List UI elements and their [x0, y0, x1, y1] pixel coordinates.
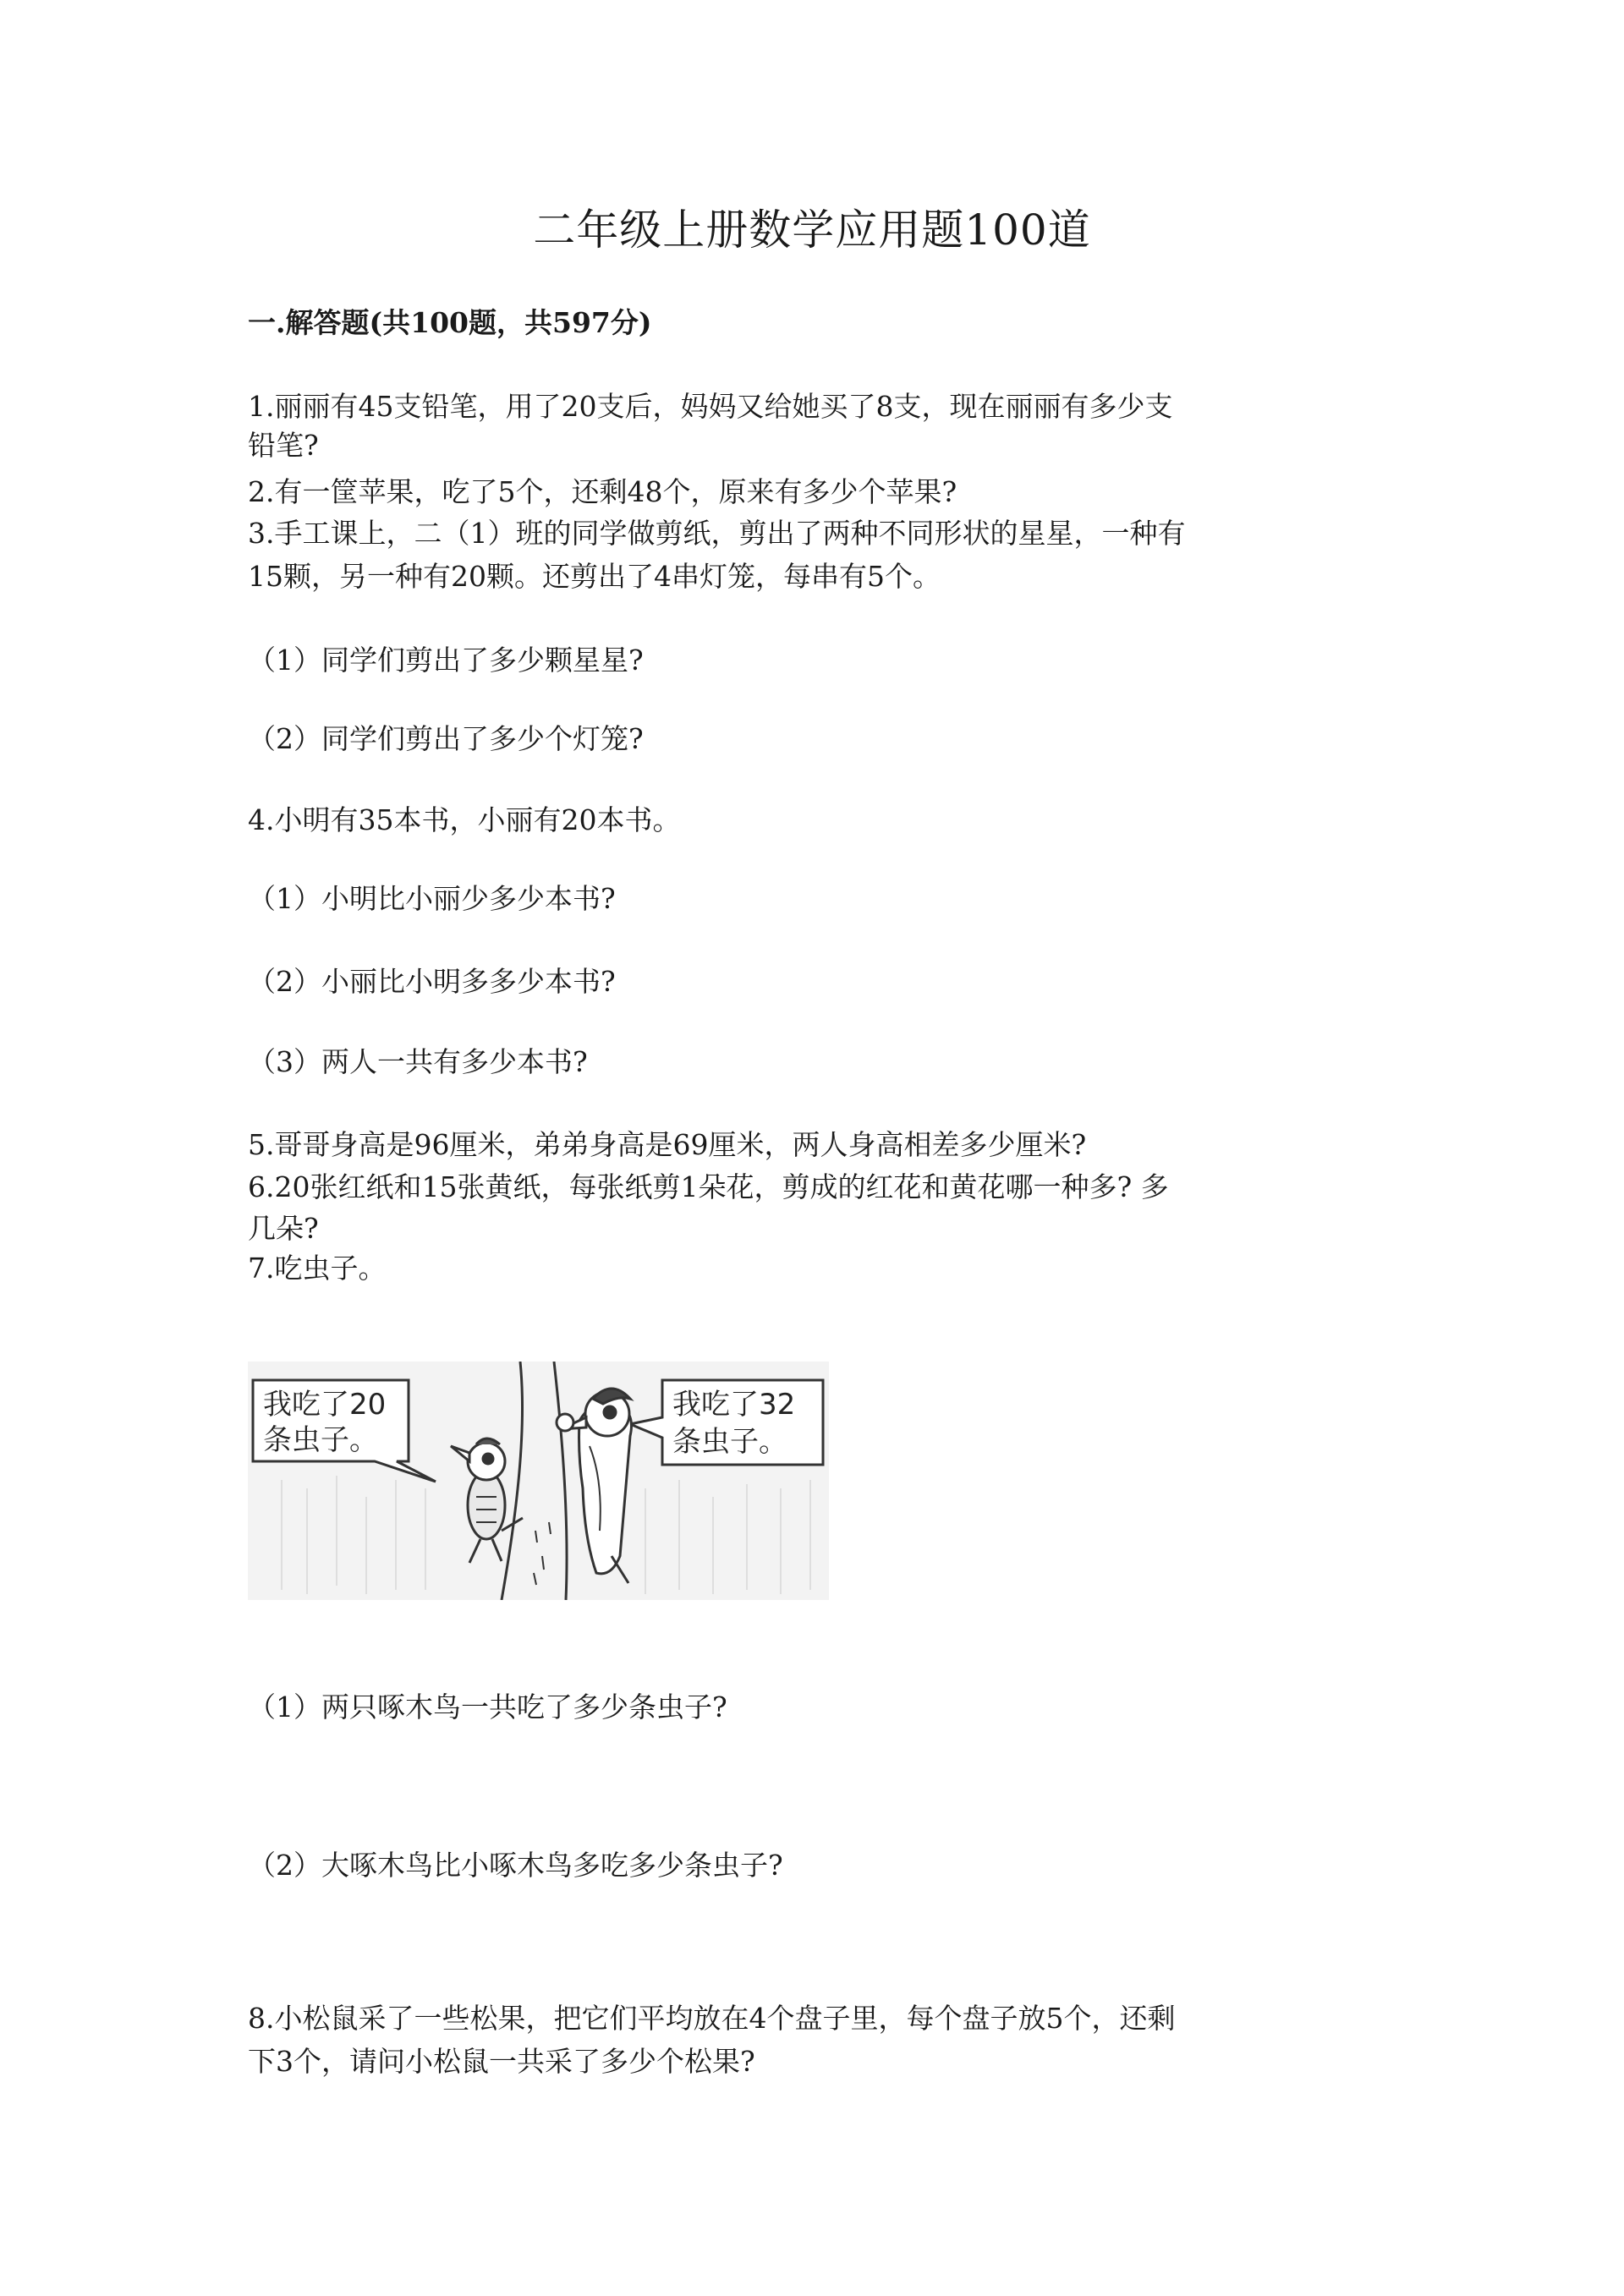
question-4-line-1: 4.小明有35本书，小丽有20本书。: [248, 803, 681, 836]
tree-trunk: [502, 1362, 567, 1600]
question-2-line-1: 2.有一筐苹果，吃了5个，还剩48个，原来有多少个苹果?: [248, 475, 957, 508]
right-speech-bubble: [630, 1380, 823, 1465]
question-4-sub-1: （1）小明比小丽少多少本书?: [248, 882, 616, 915]
question-3-line-1: 3.手工课上，二（1）班的同学做剪纸，剪出了两种不同形状的星星，一种有: [248, 517, 1186, 550]
right-bubble-line-2: 条虫子。: [672, 1425, 787, 1459]
question-1-line-2: 铅笔?: [248, 429, 319, 462]
question-5-line-1: 5.哥哥身高是96厘米，弟弟身高是69厘米，两人身高相差多少厘米?: [248, 1128, 1087, 1161]
question-6-line-2: 几朵?: [248, 1212, 319, 1245]
left-bubble-line-2: 条虫子。: [263, 1423, 378, 1457]
small-woodpecker: [451, 1438, 523, 1563]
question-1-line-1: 1.丽丽有45支铅笔，用了20支后，妈妈又给她买了8支，现在丽丽有多少支: [248, 390, 1173, 423]
question-3-sub-2: （2）同学们剪出了多少个灯笼?: [248, 722, 644, 755]
question-3-line-2: 15颗，另一种有20颗。还剪出了4串灯笼，每串有5个。: [248, 560, 941, 593]
question-7-sub-1: （1）两只啄木鸟一共吃了多少条虫子?: [248, 1690, 727, 1723]
question-4-sub-3: （3）两人一共有多少本书?: [248, 1045, 588, 1078]
left-speech-bubble: [253, 1380, 436, 1482]
page-title: 二年级上册数学应用题100道: [533, 205, 1091, 255]
question-4-sub-2: （2）小丽比小明多多少本书?: [248, 965, 616, 998]
question-8-line-1: 8.小松鼠采了一些松果，把它们平均放在4个盘子里，每个盘子放5个，还剩: [248, 2002, 1176, 2035]
section-heading: 一.解答题(共100题，共597分): [248, 306, 652, 339]
question-6-line-1: 6.20张红纸和15张黄纸，每张纸剪1朵花，剪成的红花和黄花哪一种多? 多: [248, 1170, 1169, 1203]
question-8-line-2: 下3个，请问小松鼠一共采了多少个松果?: [248, 2045, 755, 2078]
question-3-sub-1: （1）同学们剪出了多少颗星星?: [248, 644, 644, 677]
left-bubble-line-1: 我吃了20: [263, 1388, 387, 1422]
right-bubble-line-1: 我吃了32: [672, 1388, 796, 1422]
question-7-sub-2: （2）大啄木鸟比小啄木鸟多吃多少条虫子?: [248, 1849, 783, 1882]
woodpecker-illustration: [248, 1362, 829, 1600]
question-7-line-1: 7.吃虫子。: [248, 1252, 387, 1285]
